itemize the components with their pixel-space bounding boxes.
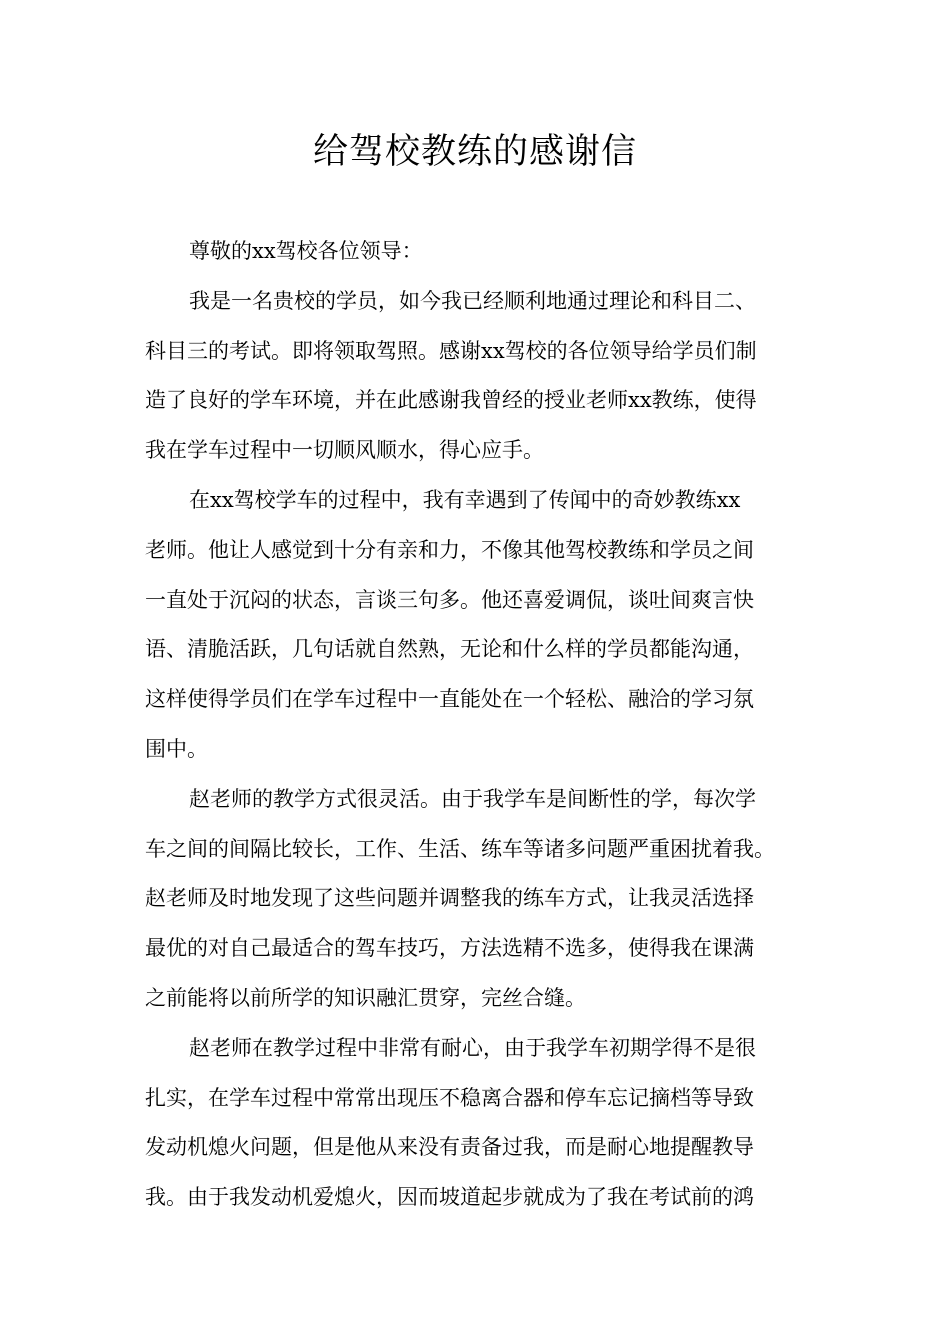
paragraph-line: 围中。: [145, 737, 208, 761]
paragraph-line: 赵老师在教学过程中非常有耐心，由于我学车初期学得不是很: [189, 1036, 756, 1060]
paragraph-line: 一直处于沉闷的状态，言谈三句多。他还喜爱调侃，谈吐间爽言快: [145, 588, 754, 612]
paragraph-line: 我。由于我发动机爱熄火，因而坡道起步就成为了我在考试前的鸿: [145, 1185, 754, 1209]
salutation: 尊敬的xx驾校各位领导：: [189, 239, 423, 263]
paragraph-line: 在xx驾校学车的过程中，我有幸遇到了传闻中的奇妙教练xx: [189, 488, 741, 512]
paragraph-line: 科目三的考试。即将领取驾照。感谢xx驾校的各位领导给学员们制: [145, 339, 757, 363]
paragraph-line: 这样使得学员们在学车过程中一直能处在一个轻松、融洽的学习氛: [145, 687, 754, 711]
paragraph-line: 老师。他让人感觉到十分有亲和力，不像其他驾校教练和学员之间: [145, 538, 754, 562]
paragraph-line: 最优的对自己最适合的驾车技巧，方法选精不选多，使得我在课满: [145, 936, 754, 960]
paragraph-line: 车之间的间隔比较长，工作、生活、练车等诸多问题严重困扰着我。: [145, 837, 775, 861]
paragraph-line: 造了良好的学车环境，并在此感谢我曾经的授业老师xx教练，使得: [145, 388, 757, 412]
paragraph-line: 语、清脆活跃，几句话就自然熟，无论和什么样的学员都能沟通，: [145, 637, 754, 661]
paragraph-line: 赵老师的教学方式很灵活。由于我学车是间断性的学，每次学: [189, 787, 756, 811]
paragraph-line: 我是一名贵校的学员，如今我已经顺利地通过理论和科目二、: [189, 289, 756, 313]
paragraph-line: 我在学车过程中一切顺风顺水，得心应手。: [145, 438, 544, 462]
paragraph-line: 之前能将以前所学的知识融汇贯穿，完丝合缝。: [145, 986, 586, 1010]
paragraph-line: 赵老师及时地发现了这些问题并调整我的练车方式，让我灵活选择: [145, 886, 754, 910]
paragraph-line: 扎实，在学车过程中常常出现压不稳离合器和停车忘记摘档等导致: [145, 1086, 754, 1110]
paragraph-line: 发动机熄火问题，但是他从来没有责备过我，而是耐心地提醒教导: [145, 1135, 754, 1159]
document-title: 给驾校教练的感谢信: [312, 132, 637, 172]
